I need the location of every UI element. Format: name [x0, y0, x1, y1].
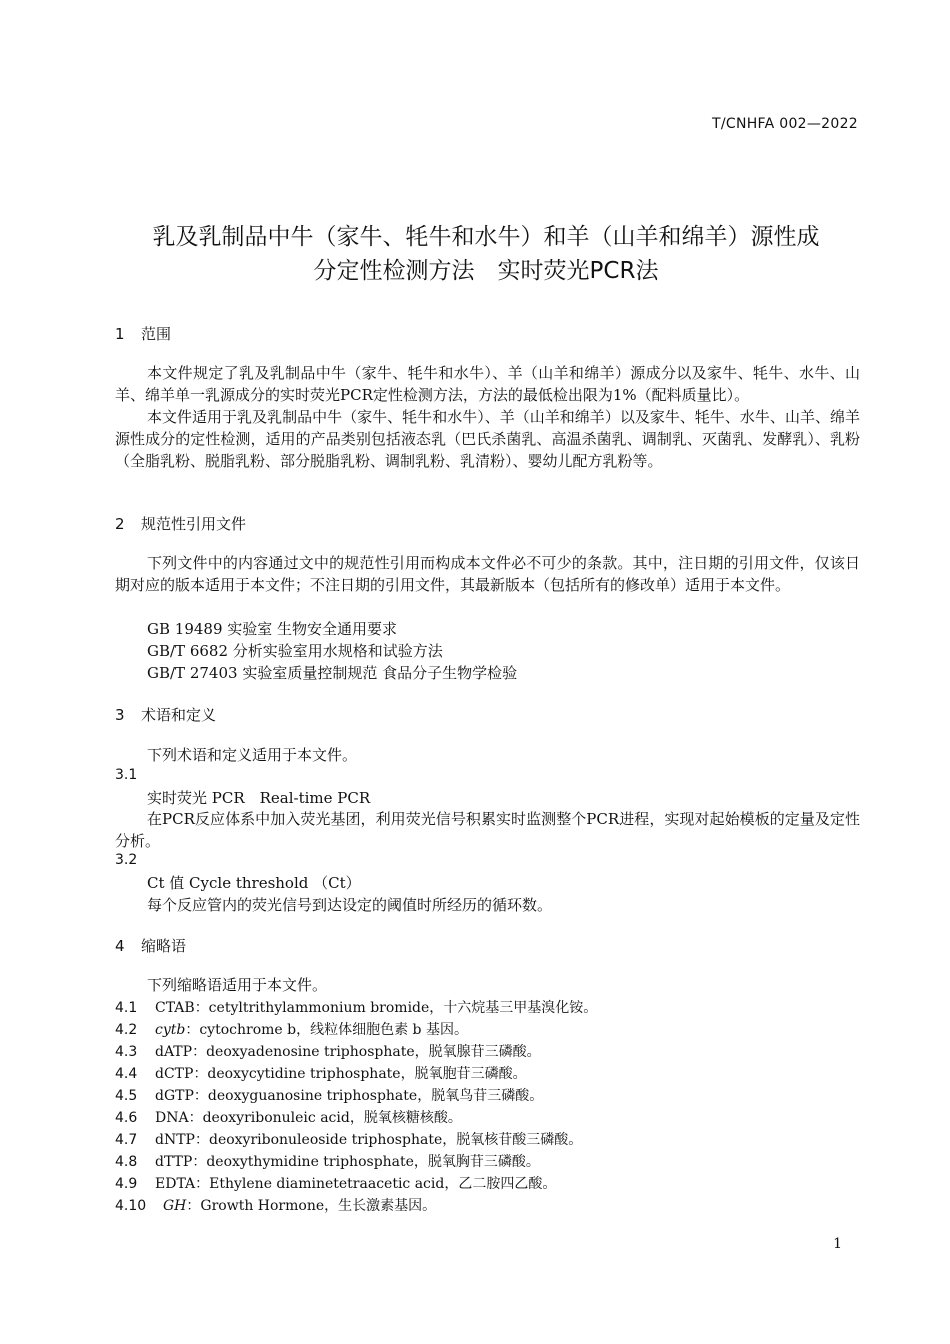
- abbr-number: 4.1: [115, 1000, 138, 1016]
- section-4-heading: [115, 935, 186, 956]
- abbr-desc: ：deoxyribonuleoside triphosphate，脱氧核苷酸三磷酸。: [194, 1132, 583, 1148]
- abbr-desc: ：deoxyribonuleic acid，脱氧核糖核酸。: [188, 1110, 462, 1126]
- abbr-number: 4.7: [115, 1132, 138, 1148]
- ref-item: GB 19489 实验室 生物安全通用要求: [147, 620, 398, 638]
- abbr-item: [115, 997, 597, 1017]
- abbr-desc: ：Ethylene diaminetetraacetic acid，乙二胺四乙酸。: [195, 1176, 557, 1192]
- abbr-desc: ：deoxythymidine triphosphate，脱氧胸苷三磷酸。: [192, 1154, 540, 1170]
- term-definition: 每个反应管内的荧光信号到达设定的阈值时所经历的循环数。: [147, 896, 553, 914]
- abbr-item: [115, 1041, 541, 1061]
- abbr-number: 4.8: [115, 1154, 138, 1170]
- abbr-number: 4.3: [115, 1044, 138, 1060]
- term-name: 实时荧光 PCR Real-time PCR: [147, 789, 371, 807]
- ref-item: GB/T 27403 实验室质量控制规范 食品分子生物学检验: [147, 664, 518, 682]
- section-1-heading: [115, 323, 171, 344]
- abbr-term: DNA: [155, 1110, 189, 1126]
- refs-intro: 下列文件中的内容通过文中的规范性引用而构成本文件必不可少的条款。其中，注日期的引用文件，仅该日期对应的版本适用于本文件；不注日期的引用文件，其最新版本（包括所有的修改单）适用于本文件。: [115, 554, 860, 594]
- abbr-number: 4.4: [115, 1066, 138, 1082]
- section-3-heading: [115, 704, 216, 725]
- abbr-item: [115, 1063, 527, 1083]
- term-number: 3.2: [115, 852, 138, 868]
- abbr-term: dTTP: [155, 1154, 193, 1170]
- section-title: 范围: [141, 325, 172, 343]
- section-2-heading: [115, 513, 246, 534]
- section-title: 缩略语: [141, 937, 187, 955]
- abbr-term: dNTP: [155, 1132, 195, 1148]
- terms-intro: 下列术语和定义适用于本文件。: [147, 746, 358, 764]
- abbr-desc: ：cytochrome b，线粒体细胞色素 b 基因。: [185, 1022, 468, 1038]
- title-line-2: 分定性检测方法 实时荧光PCR法: [313, 258, 659, 284]
- abbr-term: CTAB: [155, 1000, 195, 1016]
- abbr-desc: ：cetyltrithylammonium bromide，十六烷基三甲基溴化铵。: [194, 1000, 598, 1016]
- section-number: 3: [115, 706, 125, 724]
- section-title: 规范性引用文件: [141, 515, 247, 533]
- abbr-number: 4.9: [115, 1176, 138, 1192]
- section-number: 4: [115, 937, 125, 955]
- abbr-term: GH: [163, 1198, 187, 1214]
- abbr-item: [115, 1107, 462, 1127]
- abbr-desc: ：deoxycytidine triphosphate，脱氧胞苷三磷酸。: [193, 1066, 527, 1082]
- document-code: T/CNHFA 002—2022: [712, 116, 858, 132]
- abbr-item: [115, 1085, 543, 1105]
- abbr-item: [115, 1195, 436, 1215]
- title-line-1: 乳及乳制品中牛（家牛、牦牛和水牛）和羊（山羊和绵羊）源性成: [152, 224, 820, 250]
- abbr-desc: ：Growth Hormone，生长激素基因。: [186, 1198, 437, 1214]
- abbr-term: cytb: [155, 1022, 186, 1038]
- abbr-number: 4.6: [115, 1110, 138, 1126]
- abbr-term: dGTP: [155, 1088, 194, 1104]
- term-definition: 在PCR反应体系中加入荧光基团，利用荧光信号积累实时监测整个PCR进程，实现对起始模板的定量及定性分析。: [115, 810, 860, 850]
- abbr-number: 4.10: [115, 1198, 147, 1214]
- abbr-term: EDTA: [155, 1176, 196, 1192]
- section-title: 术语和定义: [141, 706, 217, 724]
- scope-paragraph-2: 本文件适用于乳及乳制品中牛（家牛、牦牛和水牛）、羊（山羊和绵羊）以及家牛、牦牛、水牛、山羊、绵羊源性成分的定性检测，适用的产品类别包括液态乳（巴氏杀菌乳、高温杀菌乳、调制乳、灭菌乳、发酵乳）、乳粉（全脂乳粉、脱脂乳粉、部分脱脂乳粉、调制乳粉、乳清粉）、婴幼儿配方乳粉等。: [115, 408, 860, 470]
- abbr-number: 4.5: [115, 1088, 138, 1104]
- scope-paragraph-1: 本文件规定了乳及乳制品中牛（家牛、牦牛和水牛）、羊（山羊和绵羊）源成分以及家牛、牦牛、水牛、山羊、绵羊单一乳源成分的实时荧光PCR定性检测方法，方法的最低检出限为1%（配料质量比）。: [115, 364, 860, 404]
- section-number: 2: [115, 515, 125, 533]
- abbr-intro: 下列缩略语适用于本文件。: [147, 976, 328, 994]
- page-number: 1: [833, 1236, 842, 1252]
- term-number: 3.1: [115, 767, 138, 783]
- section-number: 1: [115, 325, 125, 343]
- abbr-desc: ：deoxyadenosine triphosphate，脱氧腺苷三磷酸。: [192, 1044, 541, 1060]
- abbr-number: 4.2: [115, 1022, 138, 1038]
- ref-item: GB/T 6682 分析实验室用水规格和试验方法: [147, 642, 443, 660]
- abbr-term: dCTP: [155, 1066, 194, 1082]
- abbr-item: [115, 1151, 540, 1171]
- abbr-item: [115, 1019, 468, 1039]
- abbr-term: dATP: [155, 1044, 193, 1060]
- term-name: Ct 值 Cycle threshold （Ct）: [147, 874, 361, 892]
- abbr-item: [115, 1173, 556, 1193]
- abbr-desc: ：deoxyguanosine triphosphate，脱氧鸟苷三磷酸。: [193, 1088, 544, 1104]
- abbr-item: [115, 1129, 582, 1149]
